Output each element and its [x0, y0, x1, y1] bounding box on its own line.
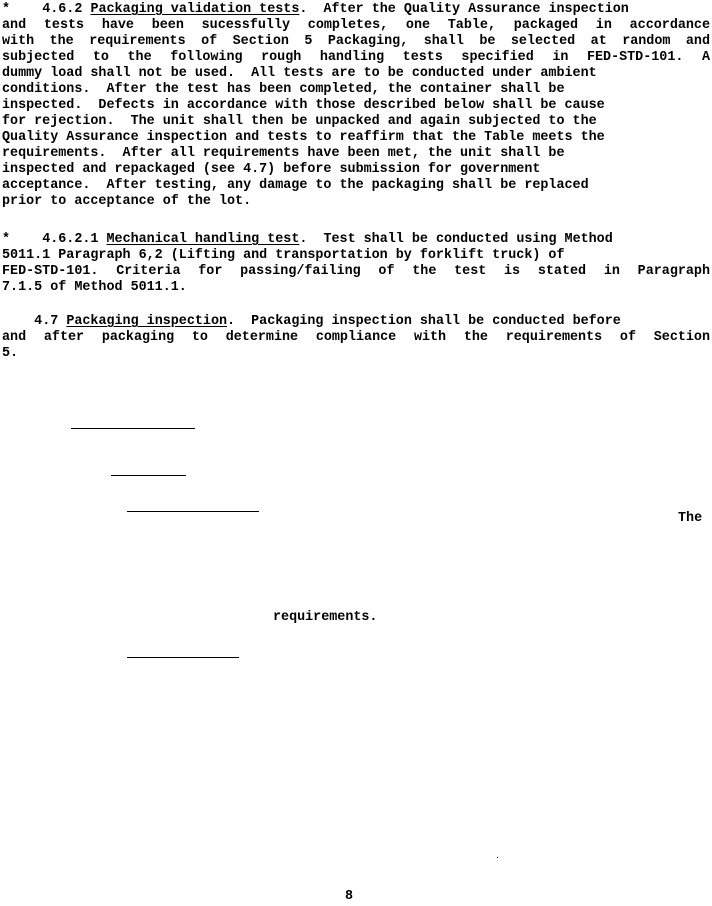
- section-4-6-2-1-first-line: [2, 232, 710, 248]
- revision-marker: *: [2, 2, 11, 17]
- section-heading: Mechanical handling test: [106, 232, 300, 247]
- section-4-7-line: and after packaging to determine compliance with the requirements of Section: [2, 330, 710, 345]
- section-4-6-2-1-line: 7.1.5 of Method 5011.1.: [2, 280, 187, 295]
- text-fragment: requirements.: [273, 610, 378, 625]
- section-number: 4.7: [34, 314, 59, 329]
- section-4-6-2-first-line: [2, 2, 710, 18]
- underline-rule: [71, 428, 195, 429]
- section-4-6-2-1-line: FED-STD-101. Criteria for passing/failing of the test is stated in Paragraph: [2, 264, 710, 279]
- section-4-6-2-line: conditions. After the test has been completed, the container shall be: [2, 82, 565, 97]
- section-text: . Test shall be conducted using Method: [299, 232, 613, 247]
- revision-marker: *: [2, 232, 11, 247]
- section-4-6-2-line: for rejection. The unit shall then be unpacked and again subjected to the: [2, 114, 597, 129]
- speck: [497, 857, 498, 858]
- underline-rule: [127, 657, 239, 658]
- section-4-7-line: 5.: [2, 346, 19, 361]
- section-4-6-2-1-line: 5011.1 Paragraph 6,2 (Lifting and transportation by forklift truck) of: [2, 248, 565, 263]
- section-text: . After the Quality Assurance inspection: [299, 2, 629, 17]
- section-4-6-2-line: with the requirements of Section 5 Packaging, shall be selected at random and: [2, 34, 710, 49]
- section-4-6-2-line: Quality Assurance inspection and tests to reaffirm that the Table meets the: [2, 130, 605, 145]
- section-number: 4.6.2: [42, 2, 83, 17]
- section-4-6-2-line: acceptance. After testing, any damage to the packaging shall be replaced: [2, 178, 589, 193]
- section-4-6-2-line: subjected to the following rough handling tests specified in FED-STD-101. A: [2, 50, 710, 65]
- section-heading: Packaging inspection: [66, 314, 228, 329]
- section-4-6-2-line: and tests have been sucessfully completes, one Table, packaged in accordance: [2, 18, 710, 33]
- section-number: 4.6.2.1: [42, 232, 99, 247]
- page-number: 8: [345, 889, 354, 904]
- section-4-7-first-line: [2, 314, 710, 330]
- text-fragment: The: [678, 511, 703, 526]
- section-4-6-2-line: requirements. After all requirements have been met, the unit shall be: [2, 146, 565, 161]
- section-4-6-2-line: dummy load shall not be used. All tests are to be conducted under ambient: [2, 66, 597, 81]
- underline-rule: [111, 475, 186, 476]
- section-4-6-2-line: prior to acceptance of the lot.: [2, 194, 252, 209]
- section-4-6-2-line: inspected and repackaged (see 4.7) before submission for government: [2, 162, 541, 177]
- section-4-6-2-line: inspected. Defects in accordance with those described below shall be cause: [2, 98, 605, 113]
- section-text: . Packaging inspection shall be conducted before: [227, 314, 621, 329]
- section-heading: Packaging validation tests: [90, 2, 300, 17]
- underline-rule: [127, 511, 259, 512]
